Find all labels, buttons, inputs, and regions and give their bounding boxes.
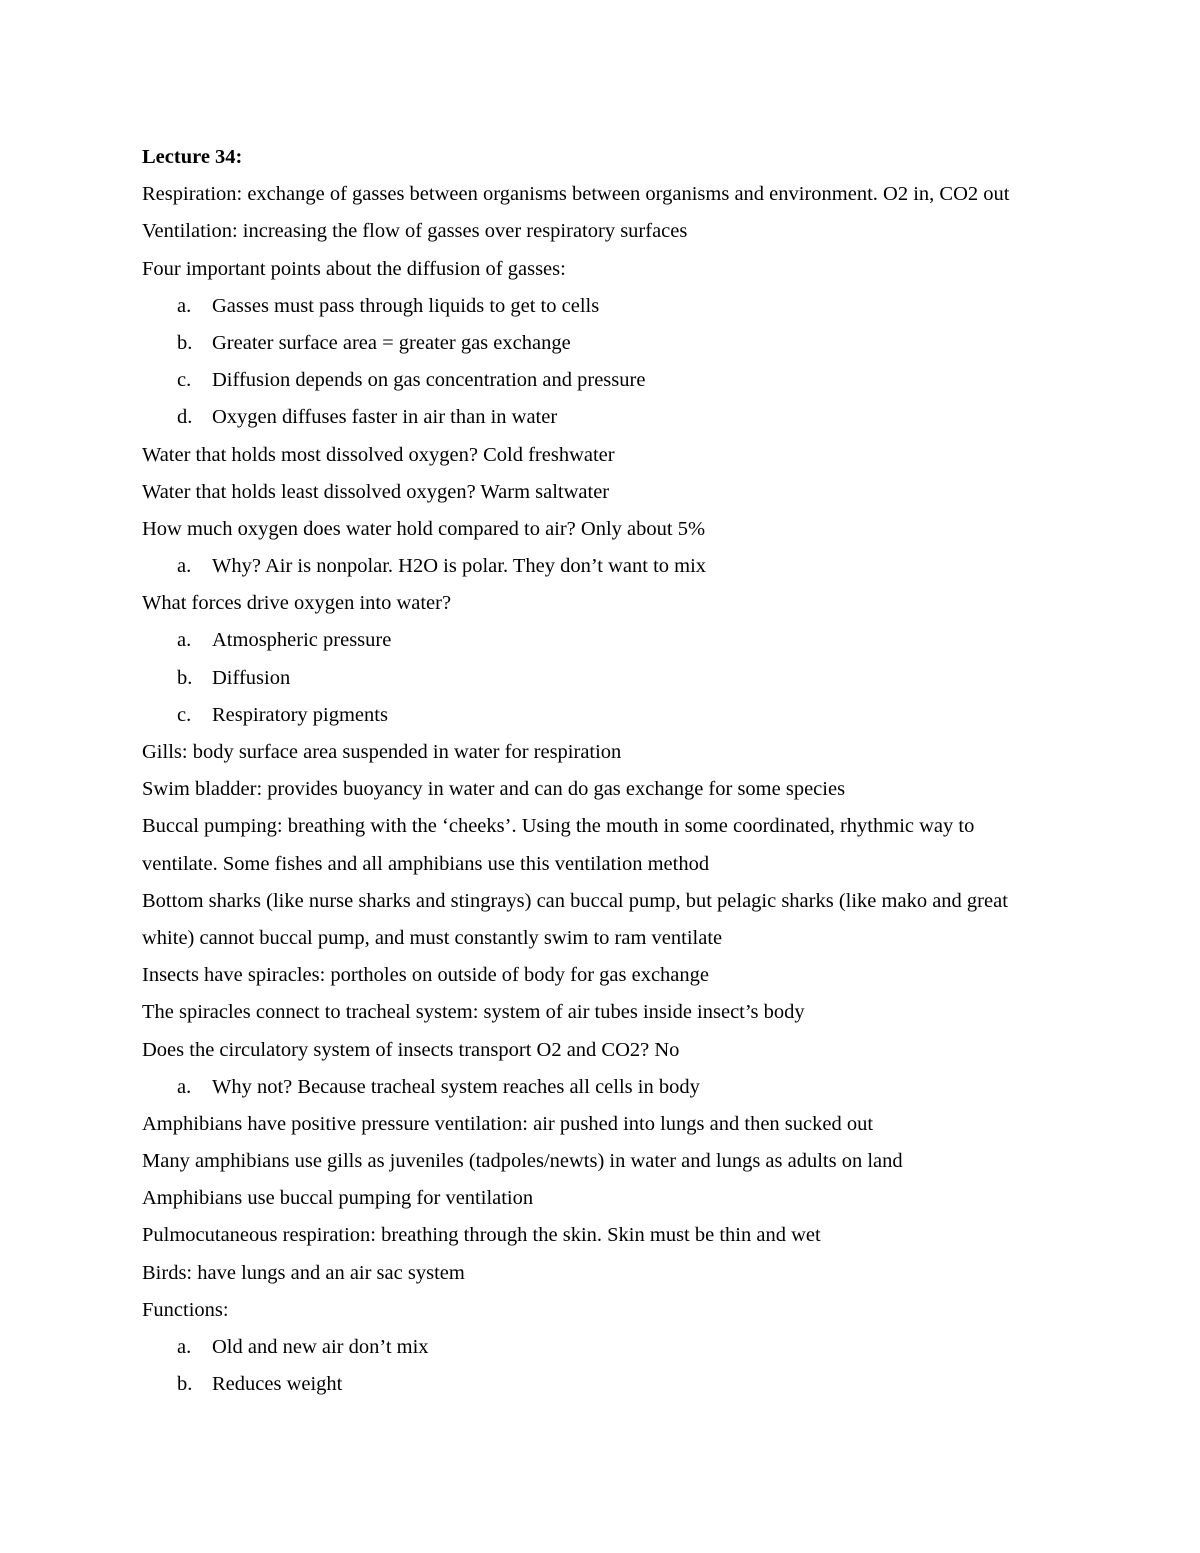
list-item: [142, 1069, 1142, 1106]
list-item-marker: a.: [177, 629, 192, 652]
note-line: Ventilation: increasing the flow of gasses over respiratory surfaces: [142, 220, 688, 243]
list-item: [142, 548, 1142, 585]
note-line: Bottom sharks (like nurse sharks and stingrays) can buccal pump, but pelagic sharks (like mako and great: [142, 889, 1008, 912]
list-item-marker: a.: [177, 1336, 192, 1358]
lecture-title: Lecture 34:: [142, 146, 243, 168]
list-item: [142, 697, 1142, 734]
note-line: Many amphibians use gills as juveniles (tadpoles/newts) in water and lungs as adults on land: [142, 1150, 903, 1173]
note-line: What forces drive oxygen into water?: [142, 592, 452, 615]
list-item-text: Diffusion: [212, 666, 291, 689]
list-item: [142, 660, 1142, 697]
note-line: How much oxygen does water hold compared to air? Only about 5%: [142, 517, 706, 540]
list-item-marker: d.: [177, 406, 193, 429]
note-line: Birds: have lungs and an air sac system: [142, 1261, 465, 1284]
list-item: [142, 362, 1142, 399]
note-line: Water that holds most dissolved oxygen? Cold freshwater: [142, 443, 615, 466]
list-item-text: Diffusion depends on gas concentration and pressure: [212, 369, 646, 392]
note-line: Swim bladder: provides buoyancy in water and can do gas exchange for some species: [142, 778, 846, 801]
note-line: Gills: body surface area suspended in water for respiration: [142, 741, 622, 763]
list-item-text: Why? Air is nonpolar. H2O is polar. They don’t want to mix: [212, 555, 707, 578]
list-item-text: Greater surface area = greater gas exchange: [212, 331, 571, 354]
list-item: [142, 325, 1142, 362]
list-item-marker: a.: [177, 294, 192, 317]
list-item-marker: c.: [177, 703, 192, 726]
note-line: white) cannot buccal pump, and must constantly swim to ram ventilate: [142, 926, 723, 949]
list-item-text: Reduces weight: [212, 1373, 343, 1396]
list-item-text: Oxygen diffuses faster in air than in water: [212, 406, 558, 429]
list-item: [142, 1366, 1142, 1403]
list-item-text: Gasses must pass through liquids to get to cells: [212, 294, 600, 317]
note-line: Functions:: [142, 1298, 229, 1321]
note-line: Water that holds least dissolved oxygen? Warm saltwater: [142, 480, 610, 503]
lecture-notes: [142, 139, 1142, 1403]
list-item: [142, 399, 1142, 436]
note-line: Buccal pumping: breathing with the ‘cheeks’. Using the mouth in some coordinated, rhythmic way to: [142, 815, 975, 838]
note-line: Pulmocutaneous respiration: breathing through the skin. Skin must be thin and wet: [142, 1224, 821, 1247]
list-item: [142, 1329, 1142, 1366]
note-line: Amphibians use buccal pumping for ventilation: [142, 1187, 534, 1210]
note-line: Does the circulatory system of insects transport O2 and CO2? No: [142, 1038, 680, 1061]
list-item-marker: c.: [177, 369, 192, 392]
note-line: ventilate. Some fishes and all amphibians use this ventilation method: [142, 852, 710, 875]
list-item: [142, 288, 1142, 325]
list-item: [142, 622, 1142, 659]
list-item-text: Atmospheric pressure: [212, 629, 392, 652]
note-line: Insects have spiracles: portholes on outside of body for gas exchange: [142, 964, 710, 987]
list-item-marker: a.: [177, 1075, 192, 1098]
list-item-marker: a.: [177, 555, 192, 578]
list-item-text: Respiratory pigments: [212, 703, 388, 726]
note-line: The spiracles connect to tracheal system: system of air tubes inside insect’s body: [142, 1001, 805, 1024]
list-item-text: Old and new air don’t mix: [212, 1336, 429, 1358]
note-line: Respiration: exchange of gasses between organisms between organisms and environment. O2 in, CO2 out: [142, 183, 1010, 206]
list-item-marker: b.: [177, 331, 193, 354]
note-line: Four important points about the diffusion of gasses:: [142, 257, 566, 280]
list-item-marker: b.: [177, 666, 193, 689]
list-item-text: Why not? Because tracheal system reaches all cells in body: [212, 1075, 700, 1098]
list-item-marker: b.: [177, 1373, 193, 1396]
notes-body: [142, 176, 1142, 1403]
note-line: Amphibians have positive pressure ventilation: air pushed into lungs and then sucked out: [142, 1112, 874, 1135]
